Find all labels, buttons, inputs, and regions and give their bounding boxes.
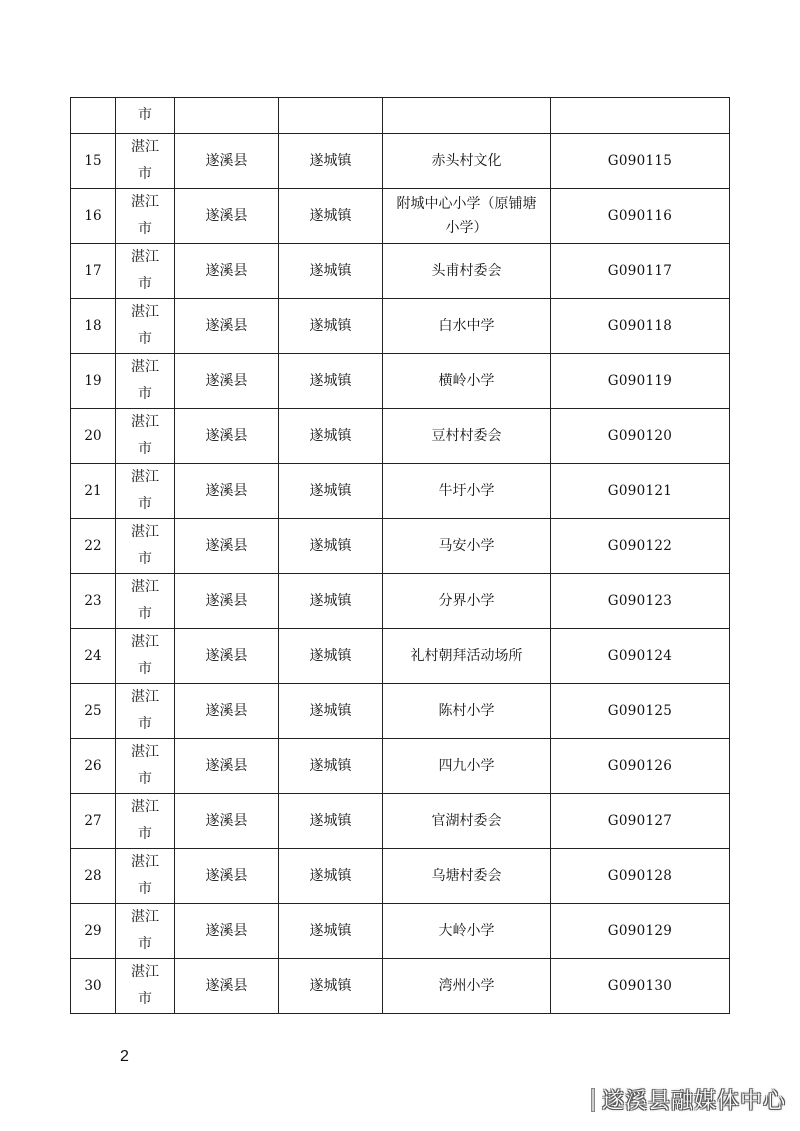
- cell-city: 湛江 市: [116, 189, 175, 244]
- cell-no: 27: [71, 794, 116, 849]
- cell-town: 遂城镇: [279, 189, 383, 244]
- cell-town: 遂城镇: [279, 299, 383, 354]
- cell-county: 遂溪县: [175, 519, 279, 574]
- cell-site: 分界小学: [383, 574, 551, 629]
- table-row: [71, 794, 730, 849]
- cell-county: 遂溪县: [175, 684, 279, 739]
- cell-code: G090120: [551, 409, 730, 464]
- table-row: [71, 739, 730, 794]
- cell-no: 15: [71, 134, 116, 189]
- cell-county: 遂溪县: [175, 629, 279, 684]
- cell-site: 横岭小学: [383, 354, 551, 409]
- table-row: [71, 849, 730, 904]
- cell-city: 湛江 市: [116, 409, 175, 464]
- cell-county: 遂溪县: [175, 244, 279, 299]
- cell-no: 20: [71, 409, 116, 464]
- cell-county: 遂溪县: [175, 904, 279, 959]
- cell-city: 湛江 市: [116, 244, 175, 299]
- cell-code: G090129: [551, 904, 730, 959]
- cell-code: G090115: [551, 134, 730, 189]
- cell-site: 湾州小学: [383, 959, 551, 1014]
- site-table: [70, 97, 730, 1014]
- cell-no: 21: [71, 464, 116, 519]
- cell-code: G090124: [551, 629, 730, 684]
- table-row: [71, 189, 730, 244]
- table-row-continued: [71, 98, 730, 134]
- table-row: [71, 299, 730, 354]
- table-row: [71, 134, 730, 189]
- table-row: [71, 409, 730, 464]
- cell-town: 遂城镇: [279, 904, 383, 959]
- cell-city: 湛江 市: [116, 519, 175, 574]
- cell-city: 湛江 市: [116, 574, 175, 629]
- cell-code: G090119: [551, 354, 730, 409]
- cell-site: 四九小学: [383, 739, 551, 794]
- cell-town: 遂城镇: [279, 519, 383, 574]
- cell-code: G090126: [551, 739, 730, 794]
- cell-code: G090118: [551, 299, 730, 354]
- cell-code: G090121: [551, 464, 730, 519]
- cell-city: 湛江 市: [116, 684, 175, 739]
- cell-city: 湛江 市: [116, 739, 175, 794]
- cell-site: 官湖村委会: [383, 794, 551, 849]
- cell-site: 白水中学: [383, 299, 551, 354]
- table-row: [71, 244, 730, 299]
- cell-county: 遂溪县: [175, 849, 279, 904]
- cell-city: 湛江 市: [116, 464, 175, 519]
- cell-site: 乌塘村委会: [383, 849, 551, 904]
- table-row: [71, 904, 730, 959]
- cell-city: 湛江 市: [116, 629, 175, 684]
- cell-town: 遂城镇: [279, 464, 383, 519]
- cell-county: 遂溪县: [175, 574, 279, 629]
- table-row: [71, 959, 730, 1014]
- cell-city: 湛江 市: [116, 354, 175, 409]
- cell-code: [551, 98, 730, 134]
- cell-no: 26: [71, 739, 116, 794]
- cell-code: G090116: [551, 189, 730, 244]
- cell-code: G090123: [551, 574, 730, 629]
- cell-site: 大岭小学: [383, 904, 551, 959]
- cell-code: G090127: [551, 794, 730, 849]
- cell-town: 遂城镇: [279, 354, 383, 409]
- cell-code: G090128: [551, 849, 730, 904]
- watermark-logo: [592, 1084, 786, 1115]
- cell-no: 23: [71, 574, 116, 629]
- cell-site: 赤头村文化: [383, 134, 551, 189]
- cell-town: 遂城镇: [279, 574, 383, 629]
- cell-code: G090125: [551, 684, 730, 739]
- cell-county: 遂溪县: [175, 189, 279, 244]
- cell-no: 22: [71, 519, 116, 574]
- cell-county: 遂溪县: [175, 959, 279, 1014]
- cell-code: G090122: [551, 519, 730, 574]
- cell-site: 附城中心小学（原铺塘 小学）: [383, 189, 551, 244]
- table-body: [71, 98, 730, 1014]
- cell-town: 遂城镇: [279, 134, 383, 189]
- cell-city: 湛江 市: [116, 794, 175, 849]
- cell-county: 遂溪县: [175, 794, 279, 849]
- cell-site: 牛圩小学: [383, 464, 551, 519]
- cell-site: 马安小学: [383, 519, 551, 574]
- cell-no: 30: [71, 959, 116, 1014]
- cell-county: 遂溪县: [175, 409, 279, 464]
- cell-no: [71, 98, 116, 134]
- cell-city: 湛江 市: [116, 849, 175, 904]
- cell-no: 24: [71, 629, 116, 684]
- cell-code: G090117: [551, 244, 730, 299]
- table-row: [71, 629, 730, 684]
- cell-county: 遂溪县: [175, 134, 279, 189]
- cell-county: 遂溪县: [175, 464, 279, 519]
- table-row: [71, 354, 730, 409]
- watermark-bar: [592, 1089, 594, 1111]
- cell-no: 28: [71, 849, 116, 904]
- cell-city: 湛江 市: [116, 299, 175, 354]
- cell-town: 遂城镇: [279, 794, 383, 849]
- watermark-text: 遂溪县融媒体中心: [601, 1089, 786, 1114]
- cell-town: 遂城镇: [279, 409, 383, 464]
- page-number: 2: [120, 1048, 129, 1065]
- cell-town: 遂城镇: [279, 849, 383, 904]
- cell-code: G090130: [551, 959, 730, 1014]
- table-row: [71, 519, 730, 574]
- cell-county: 遂溪县: [175, 299, 279, 354]
- cell-site: [383, 98, 551, 134]
- cell-town: 遂城镇: [279, 244, 383, 299]
- cell-county: 遂溪县: [175, 739, 279, 794]
- cell-site: 礼村朝拜活动场所: [383, 629, 551, 684]
- table-row: [71, 574, 730, 629]
- cell-town: [279, 98, 383, 134]
- cell-no: 17: [71, 244, 116, 299]
- cell-site: 陈村小学: [383, 684, 551, 739]
- cell-city: 湛江 市: [116, 134, 175, 189]
- cell-city: 湛江 市: [116, 959, 175, 1014]
- cell-no: 29: [71, 904, 116, 959]
- cell-town: 遂城镇: [279, 959, 383, 1014]
- cell-county: 遂溪县: [175, 354, 279, 409]
- cell-site: 豆村村委会: [383, 409, 551, 464]
- cell-site: 头甫村委会: [383, 244, 551, 299]
- cell-county: [175, 98, 279, 134]
- cell-town: 遂城镇: [279, 684, 383, 739]
- cell-no: 16: [71, 189, 116, 244]
- cell-no: 18: [71, 299, 116, 354]
- cell-no: 25: [71, 684, 116, 739]
- cell-city: 市: [116, 98, 175, 134]
- table-row: [71, 464, 730, 519]
- cell-town: 遂城镇: [279, 739, 383, 794]
- table-row: [71, 684, 730, 739]
- cell-city: 湛江 市: [116, 904, 175, 959]
- cell-no: 19: [71, 354, 116, 409]
- cell-town: 遂城镇: [279, 629, 383, 684]
